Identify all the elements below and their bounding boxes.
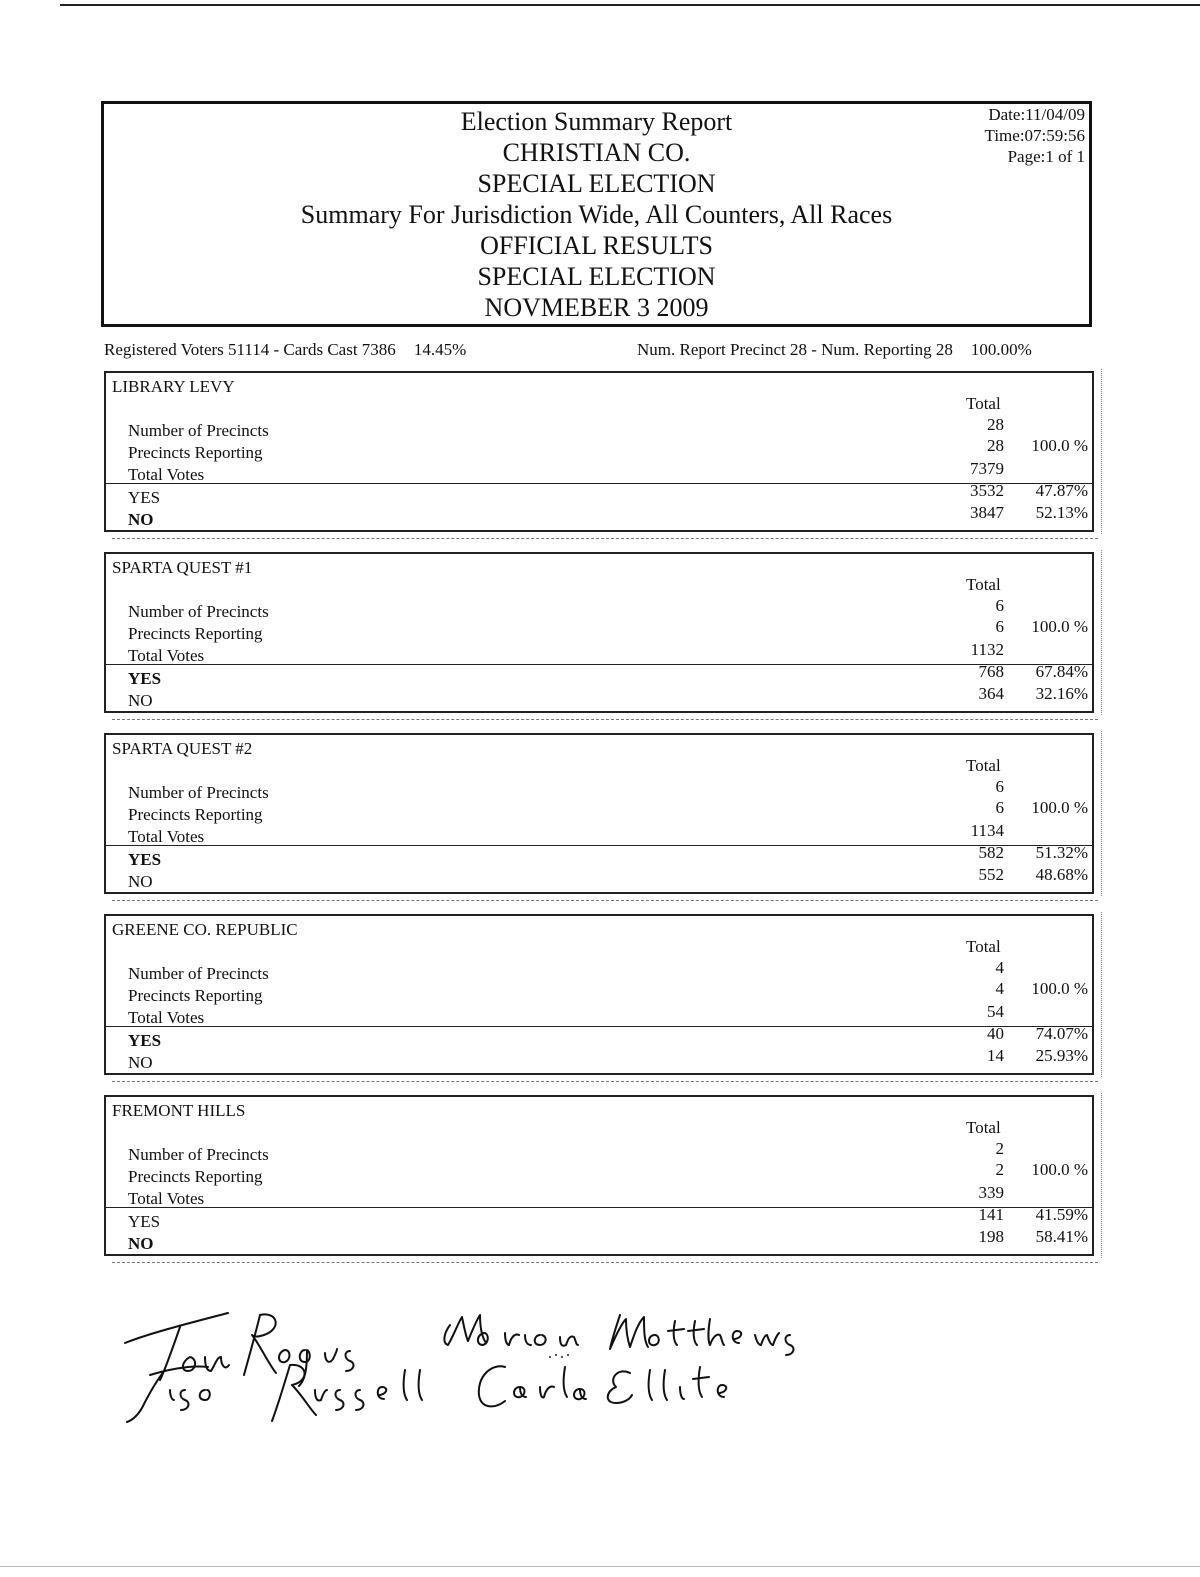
yes-pct: 74.07% [1035,1024,1088,1043]
total-votes-value: 7379 [970,459,1004,478]
no-pct: 48.68% [1035,865,1088,884]
num-precincts-label: Number of Precincts [128,783,269,802]
signature-marian-matthews [444,1315,793,1355]
precincts-reporting-label: Precincts Reporting [128,443,263,462]
yes-label: YES [128,1212,161,1231]
bottom-edge-line [0,1566,1200,1567]
report-title: Election Summary Report [460,107,733,136]
yes-pct: 51.32% [1035,843,1088,862]
race-title: SPARTA QUEST #1 [112,558,253,577]
no-label: NO [128,1053,153,1072]
precincts-reporting-value: 28 [987,436,1004,455]
signature-carla-ellsworth [479,1366,726,1406]
race-block [104,552,1094,713]
yes-votes: 141 [978,1205,1004,1224]
race-block [104,1095,1094,1256]
no-label: NO [128,691,153,710]
total-votes-label: Total Votes [128,827,205,846]
report-stamp [985,104,1085,167]
signature-lisa-russell [127,1365,422,1422]
no-pct: 25.93% [1035,1046,1088,1065]
precincts-reporting-label: Precincts Reporting [128,986,263,1005]
election-date: NOVMEBER 3 2009 [484,293,709,322]
results-separator [106,845,1092,846]
precincts-reporting-label: Precincts Reporting [128,624,263,643]
race-title: SPARTA QUEST #2 [112,739,253,758]
yes-label: YES [128,669,162,688]
no-pct: 32.16% [1035,684,1088,703]
total-votes-value: 1134 [970,821,1004,840]
precincts-reporting-text: Num. Report Precinct 28 - Num. Reporting 28 [637,340,953,359]
total-column-header: Total [966,575,1001,594]
yes-pct: 47.87% [1035,481,1088,500]
report-page: Page:1 of 1 [1007,147,1085,166]
yes-pct: 41.59% [1035,1205,1088,1224]
signature-tom-rogers [125,1313,353,1386]
precincts-reporting-pct: 100.0 % [1031,617,1088,636]
num-precincts-value: 2 [995,1139,1004,1158]
report-header [101,101,1092,327]
precincts-reporting-value: 2 [995,1160,1004,1179]
num-precincts-label: Number of Precincts [128,964,269,983]
race-block [104,733,1094,894]
yes-votes: 768 [978,662,1004,681]
no-pct: 52.13% [1035,503,1088,522]
num-precincts-label: Number of Precincts [128,1145,269,1164]
yes-votes: 582 [978,843,1004,862]
no-label: NO [128,872,153,891]
total-votes-value: 1132 [970,640,1004,659]
results-status: OFFICIAL RESULTS [480,231,713,260]
race-title: GREENE CO. REPUBLIC [112,920,298,939]
precincts-reporting-pct: 100.0 % [1031,436,1088,455]
no-votes: 364 [978,684,1004,703]
precincts-reporting-summary [637,340,1032,360]
total-column-header: Total [966,937,1001,956]
election-type-repeat: SPECIAL ELECTION [477,262,716,291]
total-votes-label: Total Votes [128,1189,205,1208]
precincts-reporting-label: Precincts Reporting [128,1167,263,1186]
top-border-line [60,4,1200,6]
num-precincts-value: 28 [987,415,1004,434]
total-votes-label: Total Votes [128,646,205,665]
total-votes-label: Total Votes [128,465,205,484]
header-title-block [104,106,1089,323]
no-pct: 58.41% [1035,1227,1088,1246]
num-precincts-value: 6 [995,596,1004,615]
precincts-reporting-pct: 100.0 % [1031,798,1088,817]
precincts-reporting-percent: 100.00% [970,340,1032,359]
total-votes-value: 339 [978,1183,1004,1202]
yes-label: YES [128,1031,162,1050]
turnout-percent: 14.45% [413,340,467,359]
total-votes-value: 54 [987,1002,1004,1021]
report-time: Time:07:59:56 [984,126,1085,145]
race-block [104,914,1094,1075]
official-signatures [110,1295,830,1455]
num-precincts-label: Number of Precincts [128,602,269,621]
election-type: SPECIAL ELECTION [477,169,716,198]
race-title: FREMONT HILLS [112,1101,246,1120]
num-precincts-value: 4 [995,958,1004,977]
race-title: LIBRARY LEVY [112,377,235,396]
precincts-reporting-pct: 100.0 % [1031,979,1088,998]
yes-label: YES [128,488,161,507]
num-precincts-value: 6 [995,777,1004,796]
precincts-reporting-pct: 100.0 % [1031,1160,1088,1179]
no-label: NO [128,1234,154,1253]
no-votes: 3847 [970,503,1004,522]
results-separator [106,483,1092,484]
precincts-reporting-label: Precincts Reporting [128,805,263,824]
total-column-header: Total [966,756,1001,775]
precincts-reporting-value: 6 [995,798,1004,817]
total-column-header: Total [966,1118,1001,1137]
registered-voters-text: Registered Voters 51114 - Cards Cast 7386 [104,340,396,359]
no-votes: 198 [978,1227,1004,1246]
summary-scope: Summary For Jurisdiction Wide, All Counters, All Races [300,200,893,229]
report-date: Date:11/04/09 [988,105,1085,124]
yes-label: YES [128,850,162,869]
results-separator [106,1207,1092,1208]
no-votes: 14 [987,1046,1004,1065]
results-separator [106,664,1092,665]
precincts-reporting-value: 6 [995,617,1004,636]
yes-votes: 3532 [970,481,1004,500]
total-column-header: Total [966,394,1001,413]
county-name: CHRISTIAN CO. [502,138,691,167]
registered-voters-summary [104,340,466,360]
no-votes: 552 [978,865,1004,884]
yes-pct: 67.84% [1035,662,1088,681]
total-votes-label: Total Votes [128,1008,205,1027]
num-precincts-label: Number of Precincts [128,421,269,440]
precincts-reporting-value: 4 [995,979,1004,998]
no-label: NO [128,510,154,529]
results-separator [106,1026,1092,1027]
race-block [104,371,1094,532]
yes-votes: 40 [987,1024,1004,1043]
